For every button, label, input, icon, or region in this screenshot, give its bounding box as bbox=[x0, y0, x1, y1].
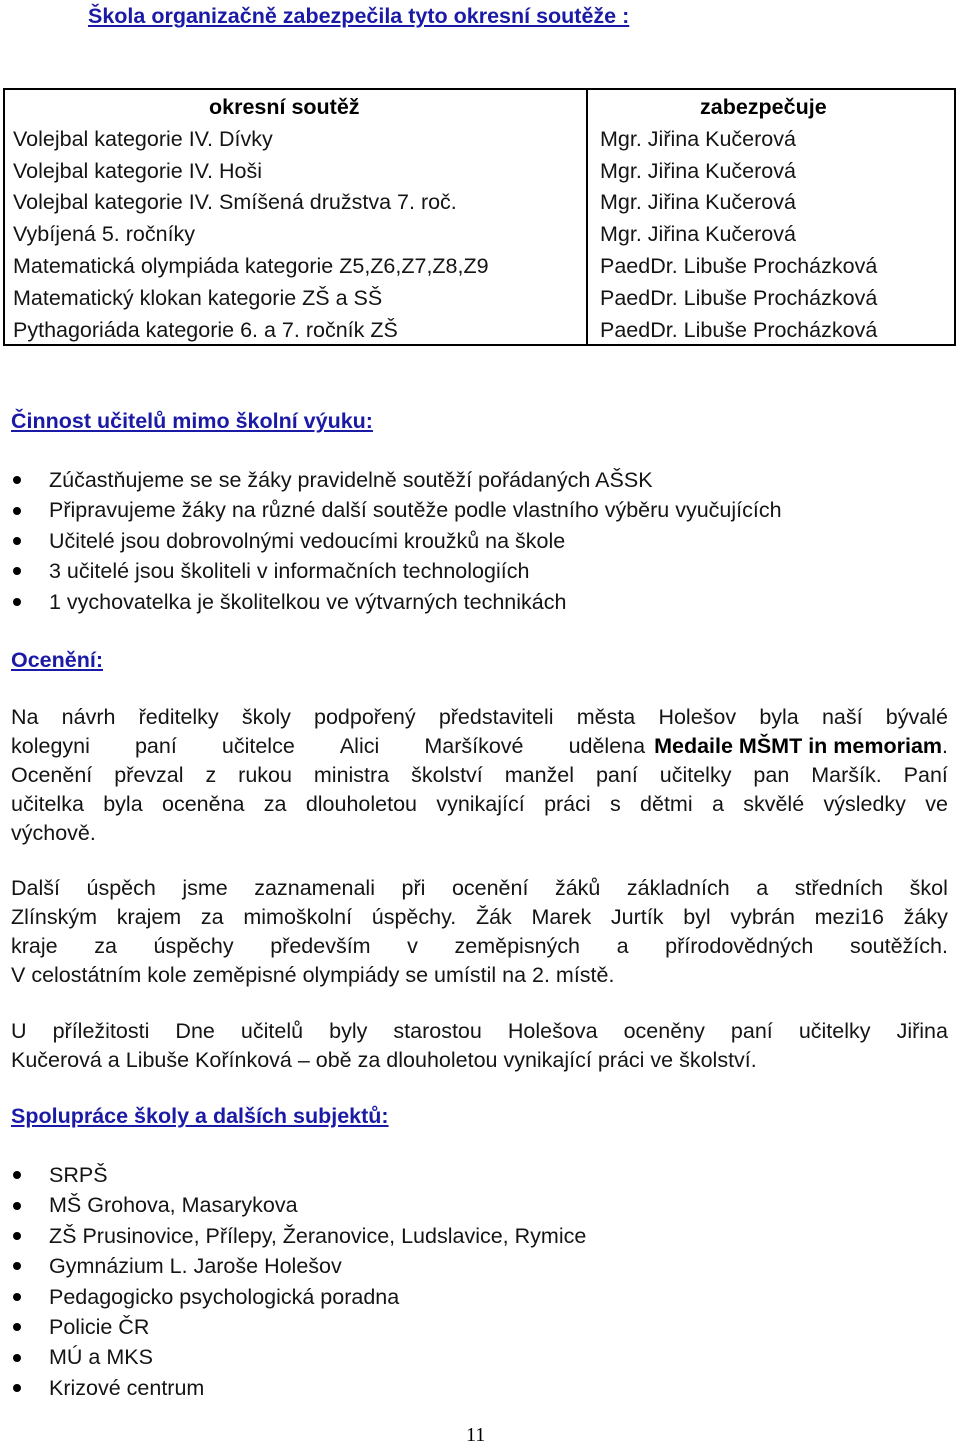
list-item-text: MÚ a MKS bbox=[49, 1345, 153, 1370]
paragraph-line bbox=[11, 790, 948, 819]
table-header-organizer: zabezpečuje bbox=[700, 95, 827, 119]
word: školství bbox=[411, 763, 483, 787]
word: byla bbox=[103, 792, 143, 816]
bullet-icon bbox=[13, 598, 21, 606]
word: paní bbox=[595, 763, 638, 787]
word: a bbox=[756, 876, 769, 900]
bullet-icon bbox=[13, 1354, 21, 1362]
paragraph-text: . bbox=[942, 734, 948, 758]
word: vybrán bbox=[730, 905, 795, 929]
list-item-text: 1 vychovatelka je školitelkou ve výtvarných technikách bbox=[49, 589, 567, 614]
paragraph-line bbox=[11, 903, 948, 932]
page-number: 11 bbox=[466, 1424, 486, 1446]
table-column-competition bbox=[13, 92, 581, 346]
word: středních bbox=[794, 876, 884, 900]
word: z bbox=[205, 763, 217, 787]
word: příležitosti bbox=[52, 1019, 150, 1043]
list-item bbox=[11, 495, 782, 525]
bullet-icon bbox=[13, 1384, 21, 1392]
word: úspěchy. bbox=[371, 905, 457, 929]
paragraph-line bbox=[11, 874, 948, 903]
word: Dne bbox=[175, 1019, 215, 1043]
word: Jiřina bbox=[896, 1019, 948, 1043]
word: představiteli bbox=[438, 705, 554, 729]
word: ve bbox=[925, 792, 948, 816]
table-cell-competition: Volejbal kategorie IV. Hoši bbox=[13, 158, 263, 183]
word: naší bbox=[821, 705, 863, 729]
word: učitelů bbox=[240, 1019, 304, 1043]
paragraph-line bbox=[11, 819, 948, 848]
list-item-text: Učitelé jsou dobrovolnými vedoucími kroužků na škole bbox=[49, 528, 566, 553]
section-heading-teacher-activities: Činnost učitelů mimo školní výuku: bbox=[11, 409, 373, 433]
table-header-competition: okresní soutěž bbox=[209, 95, 360, 119]
word: žáky bbox=[903, 905, 948, 929]
word: udělena bbox=[568, 734, 646, 758]
list-item-text: SRPŠ bbox=[49, 1163, 108, 1187]
paragraph-line bbox=[11, 1017, 948, 1046]
word: soutěžích. bbox=[849, 934, 948, 958]
list-item-text: Policie ČR bbox=[49, 1315, 150, 1340]
word: paní bbox=[134, 734, 177, 758]
word: paní bbox=[730, 1019, 773, 1043]
teacher-activities-list bbox=[11, 465, 782, 617]
bullet-icon bbox=[13, 1202, 21, 1210]
medal-text-wrap bbox=[654, 732, 948, 761]
table-cell-competition: Volejbal kategorie IV. Dívky bbox=[13, 126, 273, 151]
list-item bbox=[11, 556, 782, 586]
list-item-text: Zúčastňujeme se se žáky pravidelně soutěží pořádaných AŠSK bbox=[49, 468, 653, 492]
section-heading-competitions: Škola organizačně zabezpečila tyto okresní soutěže : bbox=[88, 4, 630, 28]
word: skvělé bbox=[743, 792, 805, 816]
list-item bbox=[11, 1221, 586, 1251]
bullet-icon bbox=[13, 1323, 21, 1331]
word: krajem bbox=[116, 905, 182, 929]
word: byly bbox=[329, 1019, 368, 1043]
word: manžel bbox=[504, 763, 575, 787]
word: dlouholetou bbox=[305, 792, 418, 816]
list-item bbox=[11, 1342, 586, 1372]
word: Zlínským bbox=[11, 905, 97, 929]
word: starostou bbox=[393, 1019, 482, 1043]
word: Další bbox=[11, 876, 60, 900]
word: úspěchy bbox=[153, 934, 234, 958]
section-heading-awards: Ocenění: bbox=[11, 648, 103, 672]
table-cell-competition: Pythagoriáda kategorie 6. a 7. ročník ZŠ bbox=[13, 317, 398, 342]
list-item-text: 3 učitelé jsou školiteli v informačních technologiích bbox=[49, 559, 530, 584]
word: učitelce bbox=[221, 734, 295, 758]
section-heading-cooperation: Spolupráce školy a dalších subjektů: bbox=[11, 1104, 389, 1128]
word: jsme bbox=[182, 876, 228, 900]
word: oceněny bbox=[623, 1019, 705, 1043]
word: zeměpisných bbox=[454, 934, 580, 958]
word: ředitelky bbox=[138, 705, 219, 729]
table-cell-competition: Matematický klokan kategorie ZŠ a SŠ bbox=[13, 285, 383, 310]
paragraph-text: V celostátním kole zeměpisné olympiády se umístil na 2. místě. bbox=[11, 963, 615, 987]
word: Alici bbox=[339, 734, 380, 758]
list-item bbox=[11, 1160, 586, 1190]
list-item bbox=[11, 465, 782, 495]
list-item bbox=[11, 1251, 586, 1281]
word: zaznamenali bbox=[254, 876, 375, 900]
word: s bbox=[609, 792, 621, 816]
bullet-icon bbox=[13, 1171, 21, 1179]
word: mezi16 bbox=[814, 905, 884, 929]
table-cell-competition: Matematická olympiáda kategorie Z5,Z6,Z7,Z8,Z9 bbox=[13, 253, 489, 278]
word: Maršík. bbox=[811, 763, 882, 787]
word: mimoškolní bbox=[243, 905, 353, 929]
paragraph-text: výchově. bbox=[11, 821, 96, 845]
word: oceněna bbox=[161, 792, 245, 816]
list-item bbox=[11, 1190, 586, 1220]
paragraph-line bbox=[11, 961, 948, 990]
awards-paragraph-3 bbox=[11, 1017, 948, 1075]
word: města bbox=[576, 705, 636, 729]
bullet-icon bbox=[13, 537, 21, 545]
competitions-table bbox=[3, 88, 956, 346]
word: žáků bbox=[554, 876, 601, 900]
table-cell-organizer: Mgr. Jiřina Kučerová bbox=[600, 190, 796, 215]
table-cell-organizer: Mgr. Jiřina Kučerová bbox=[600, 126, 796, 151]
word: kraje bbox=[11, 934, 58, 958]
bullet-icon bbox=[13, 476, 21, 484]
word: Jurtík bbox=[610, 905, 664, 929]
paragraph-text bbox=[11, 732, 654, 761]
word: bývalé bbox=[885, 705, 948, 729]
list-item bbox=[11, 587, 782, 617]
word: školy bbox=[241, 705, 291, 729]
word: dětmi bbox=[640, 792, 693, 816]
table-cell-organizer: PaedDr. Libuše Procházková bbox=[600, 253, 878, 278]
word: Holešov bbox=[658, 705, 737, 729]
word: návrh bbox=[61, 705, 116, 729]
word: učitelky bbox=[659, 763, 732, 787]
word: Ocenění bbox=[11, 763, 93, 787]
word: za bbox=[200, 905, 224, 929]
paragraph-line bbox=[11, 761, 948, 790]
paragraph-line bbox=[11, 1046, 948, 1075]
list-item bbox=[11, 1373, 586, 1403]
word: přírodovědných bbox=[665, 934, 814, 958]
word: a bbox=[711, 792, 724, 816]
word: ministra bbox=[313, 763, 390, 787]
list-item-text: Krizové centrum bbox=[49, 1375, 205, 1400]
word: Na bbox=[11, 705, 39, 729]
word: a bbox=[616, 934, 629, 958]
table-cell-competition: Vybíjená 5. ročníky bbox=[13, 222, 196, 247]
medal-name: Medaile MŠMT in memoriam bbox=[654, 734, 943, 758]
word: kolegyni bbox=[11, 734, 90, 758]
word: práci bbox=[544, 792, 591, 816]
list-item-text: MŠ Grohova, Masarykova bbox=[49, 1193, 298, 1218]
word: byla bbox=[759, 705, 799, 729]
word: učitelky bbox=[798, 1019, 871, 1043]
word: v bbox=[407, 934, 418, 958]
word: Žák bbox=[475, 905, 512, 929]
word: za bbox=[94, 934, 117, 958]
word: byl bbox=[683, 905, 711, 929]
paragraph-line bbox=[11, 703, 948, 732]
word: základních bbox=[626, 876, 730, 900]
word: Maršíkové bbox=[424, 734, 524, 758]
word: pan bbox=[753, 763, 790, 787]
word: Holešova bbox=[507, 1019, 598, 1043]
bullet-icon bbox=[13, 567, 21, 575]
word: podpořený bbox=[314, 705, 416, 729]
awards-paragraph-1 bbox=[11, 703, 948, 848]
list-item-text: Gymnázium L. Jaroše Holešov bbox=[49, 1254, 342, 1279]
bullet-icon bbox=[13, 1232, 21, 1240]
bullet-icon bbox=[13, 507, 21, 515]
word: vynikající bbox=[436, 792, 525, 816]
table-cell-organizer: PaedDr. Libuše Procházková bbox=[600, 317, 878, 342]
paragraph-text: Kučerová a Libuše Kořínková – obě za dlouholetou vynikající práci ve školství. bbox=[11, 1048, 757, 1072]
list-item bbox=[11, 526, 782, 556]
list-item-text: Pedagogicko psychologická poradna bbox=[49, 1284, 400, 1309]
awards-paragraph-2 bbox=[11, 874, 948, 990]
word: za bbox=[263, 792, 287, 816]
word: ocenění bbox=[451, 876, 529, 900]
table-column-divider bbox=[586, 90, 588, 344]
table-cell-organizer: Mgr. Jiřina Kučerová bbox=[600, 222, 796, 247]
word: při bbox=[401, 876, 426, 900]
table-cell-organizer: Mgr. Jiřina Kučerová bbox=[600, 158, 796, 183]
word: škol bbox=[909, 876, 948, 900]
list-item-text: Připravujeme žáky na různé další soutěže podle vlastního výběru vyučujících bbox=[49, 498, 782, 523]
list-item bbox=[11, 1282, 586, 1312]
word: Marek bbox=[531, 905, 592, 929]
paragraph-line bbox=[11, 732, 948, 761]
word: U bbox=[11, 1019, 27, 1043]
word: výsledky bbox=[823, 792, 906, 816]
table-column-organizer bbox=[600, 92, 950, 346]
cooperation-list bbox=[11, 1160, 586, 1403]
word: převzal bbox=[114, 763, 184, 787]
table-cell-competition: Volejbal kategorie IV. Smíšená družstva 7. roč. bbox=[13, 190, 457, 215]
table-cell-organizer: PaedDr. Libuše Procházková bbox=[600, 285, 878, 310]
list-item-text: ZŠ Prusinovice, Přílepy, Žeranovice, Ludslavice, Rymice bbox=[49, 1223, 587, 1248]
word: úspěch bbox=[86, 876, 156, 900]
word: učitelka bbox=[11, 792, 84, 816]
list-item bbox=[11, 1312, 586, 1342]
bullet-icon bbox=[13, 1262, 21, 1270]
word: Paní bbox=[903, 763, 948, 787]
word: především bbox=[270, 934, 371, 958]
word: rukou bbox=[238, 763, 292, 787]
bullet-icon bbox=[13, 1293, 21, 1301]
paragraph-line bbox=[11, 932, 948, 961]
